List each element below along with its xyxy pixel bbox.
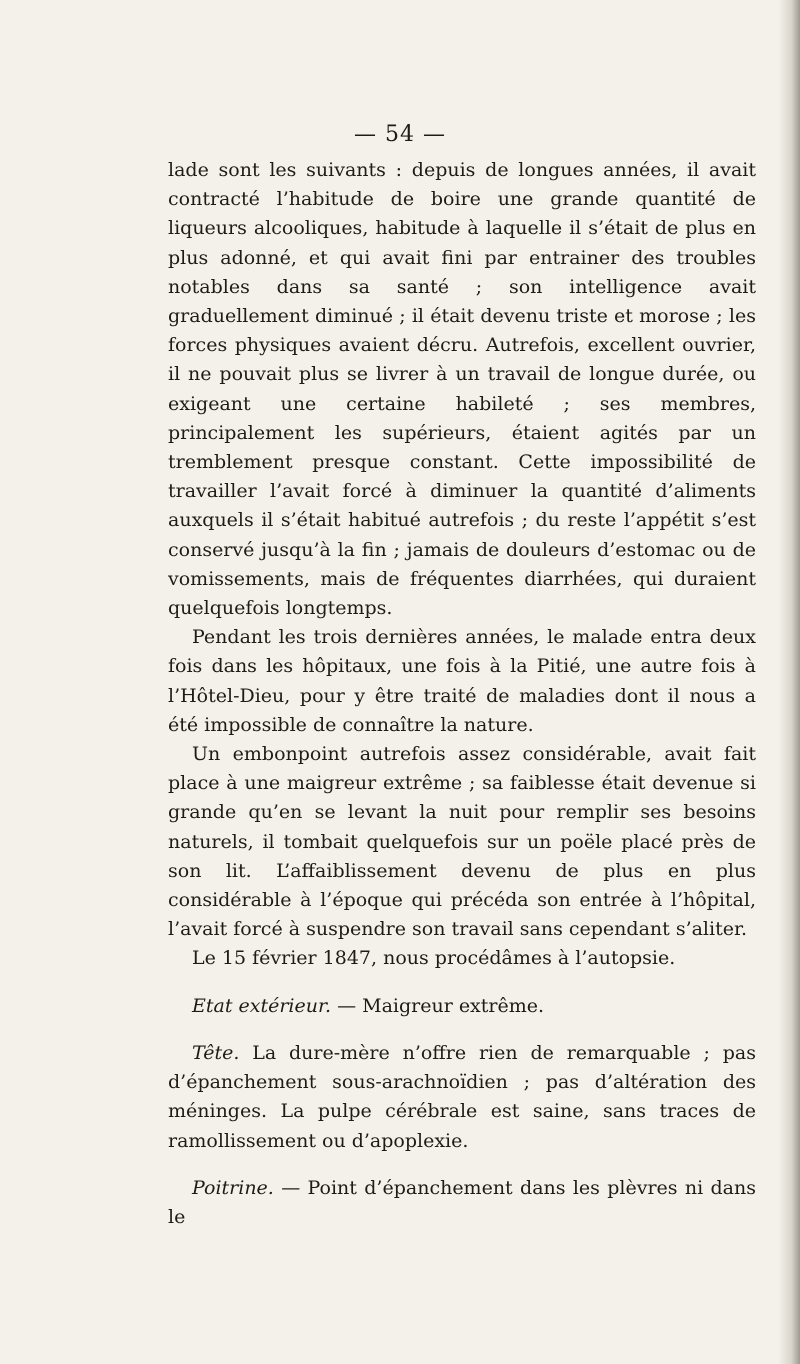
paragraph-2: Pendant les trois dernières années, le malade entra deux fois dans les hôpitaux, une fois à la Pitié, une autre fois à l’Hôtel-Dieu, pour y être traité de maladies dont il nous a été impossible de connaître la nature. [168, 626, 756, 736]
section-title: Tête. [192, 1041, 240, 1064]
section-tete [168, 1039, 756, 1156]
page-number: — 54 — [354, 122, 446, 147]
section-text: — Maigreur extrême. [331, 994, 545, 1017]
binding-edge [778, 0, 800, 1364]
section-poitrine [168, 1174, 756, 1232]
paragraph-4: Le 15 février 1847, nous procédâmes à l’autopsie. [192, 947, 676, 970]
section-etat-exterieur [168, 992, 756, 1021]
section-text: La dure-mère n’offre rien de remarquable ; pas d’épanchement sous-arachnoïdien ; pas d’altération des méninges. La pulpe cérébrale est saine, sans traces de ramollissement ou d’apoplexie. [168, 1041, 756, 1152]
section-title: Etat extérieur. [192, 994, 332, 1017]
paragraph-3: Un embonpoint autrefois assez considérable, avait fait place à une maigreur extrême ; sa faiblesse était devenue si grande qu’en se levant la nuit pour remplir ses besoins naturels, il tombait quelquefois sur un poële placé près de son lit. L’affaiblissement devenu de plus en plus considérable à l’époque qui précéda son entrée à l’hôpital, l’avait forcé à suspendre son travail sans cependant s’aliter. [168, 743, 756, 941]
section-text: — Point d’épanchement dans les plèvres ni dans le [168, 1176, 756, 1228]
body-text [168, 156, 756, 1232]
paragraph-1: lade sont les suivants : depuis de longues années, il avait contracté l’habitude de boire une grande quantité de liqueurs alcooliques, habitude à laquelle il s’était de plus en plus adonné, et qui avait fini par entrainer des troubles notables dans sa santé ; son intelligence avait graduellement diminué ; il était devenu triste et morose ; les forces physiques avaient décru. Autrefois, excellent ouvrier, il ne pouvait plus se livrer à un travail de longue durée, ou exigeant une certaine habileté ; ses membres, principalement les supérieurs, étaient agités par un tremblement presque constant. Cette impossibilité de travailler l’avait forcé à diminuer la quantité d’aliments auxquels il s’était habitué autrefois ; du reste l’appétit s’est conservé jusqu’à la fin ; jamais de douleurs d’estomac ou de vomissements, mais de fréquentes diarrhées, qui duraient quelquefois longtemps. [168, 159, 756, 620]
section-title: Poitrine. [192, 1176, 274, 1199]
